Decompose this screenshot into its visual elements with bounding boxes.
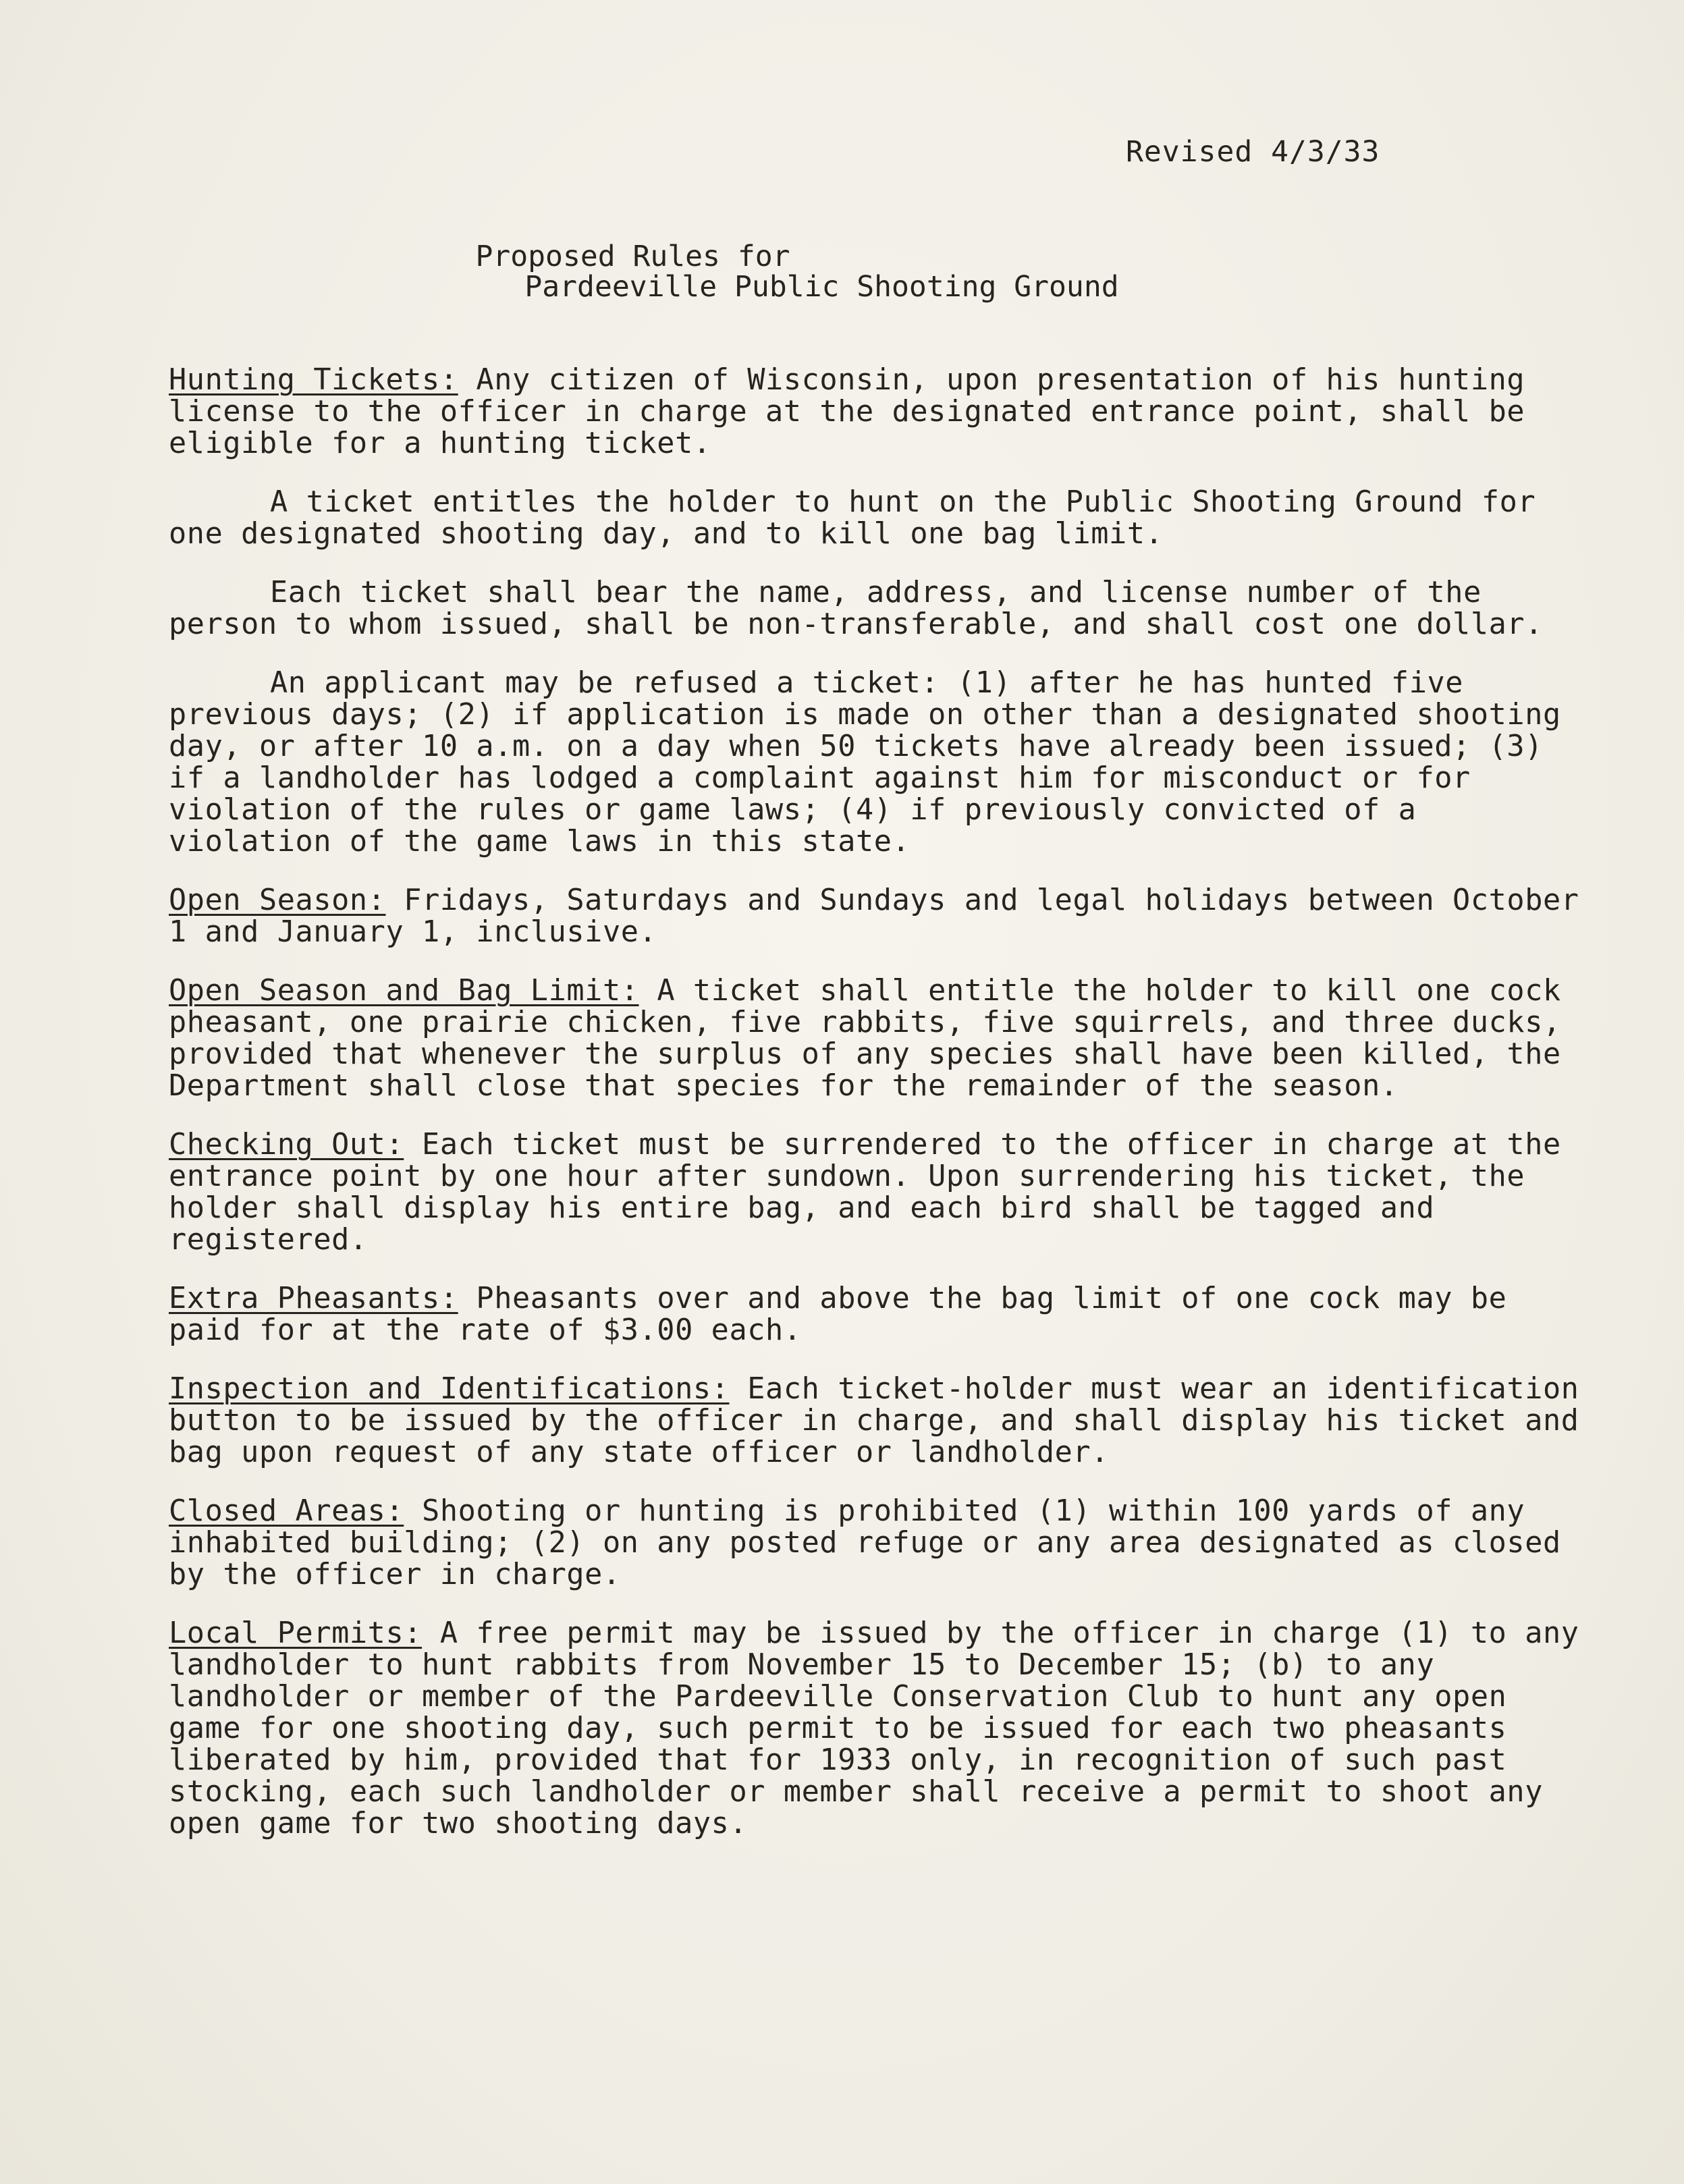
- section-hunting-tickets: [169, 364, 1586, 460]
- section-text: Each ticket-holder must wear an identification button to be issued by the officer in charge, and shall display his ticket and bag upon request of any state officer or landholder.: [169, 1372, 1579, 1469]
- section-heading: Open Season:: [169, 883, 386, 917]
- section-text: Any citizen of Wisconsin, upon presentation of his hunting license to the officer in charge at the designated entrance point, shall be eligible for a hunting ticket.: [169, 363, 1525, 460]
- section-heading: Local Permits:: [169, 1616, 423, 1650]
- document-title-line-2: Pardeeville Public Shooting Ground: [524, 270, 1119, 304]
- section-text: Each ticket must be surrendered to the officer in charge at the entrance point by one hour after sundown. Upon surrendering his ticket, the holder shall display his entire bag, and each bird shall be tagged and registered.: [169, 1128, 1561, 1257]
- section-text: Pheasants over and above the bag limit of one cock may be paid for at the rate of $3.00 each.: [169, 1282, 1507, 1347]
- section-heading: Open Season and Bag Limit:: [169, 974, 639, 1008]
- section-text: A ticket entitles the holder to hunt on the Public Shooting Ground for one designated shooting day, and to kill one bag limit.: [169, 485, 1536, 551]
- section-heading: Extra Pheasants:: [169, 1282, 458, 1315]
- section-heading: Inspection and Identifications:: [169, 1372, 730, 1406]
- section-heading: Checking Out:: [169, 1128, 404, 1162]
- section-extra-pheasants: [169, 1283, 1586, 1346]
- paragraph-ticket-details: [169, 577, 1586, 640]
- section-heading: Closed Areas:: [169, 1494, 404, 1528]
- section-text: A ticket shall entitle the holder to kill one cock pheasant, one prairie chicken, five rabbits, five squirrels, and three ducks, provided that whenever the surplus of any species shall have been killed, the Department shall close that species for the remainder of the season.: [169, 974, 1561, 1103]
- paragraph-ticket-refusal: [169, 667, 1586, 858]
- section-closed-areas: [169, 1496, 1586, 1591]
- section-text: Fridays, Saturdays and Sundays and legal holidays between October 1 and January 1, inclusive.: [169, 883, 1579, 949]
- section-text: A free permit may be issued by the officer in charge (1) to any landholder to hunt rabbits from November 15 to December 15; (b) to any landholder or member of the Pardeeville Conservation Club to hunt any open game for one shooting day, such permit to be issued for each two pheasants liberated by him, provided that for 1933 only, in recognition of such past stocking, each such landholder or member shall receive a permit to shoot any open game for two shooting days.: [169, 1616, 1579, 1840]
- section-text: An applicant may be refused a ticket: (1) after he has hunted five previous days; (2) if application is made on other than a designated shooting day, or after 10 a.m. on a day when 50 tickets have already been issued; (3) if a landholder has lodged a complaint against him for misconduct or for violation of the rules or game laws; (4) if previously convicted of a violation of the game laws in this state.: [169, 666, 1561, 858]
- rules-body: [169, 364, 1586, 1867]
- section-open-season: [169, 885, 1586, 948]
- section-inspection: [169, 1373, 1586, 1469]
- section-text: Each ticket shall bear the name, address, and license number of the person to whom issued, shall be non-transferable, and shall cost one dollar.: [169, 576, 1543, 641]
- section-local-permits: [169, 1618, 1586, 1840]
- section-text: Shooting or hunting is prohibited (1) within 100 yards of any inhabited building; (2) on any posted refuge or any area designated as closed by the officer in charge.: [169, 1494, 1561, 1591]
- document-title-line-1: Proposed Rules for: [475, 240, 790, 273]
- paragraph-ticket-entitlement: [169, 487, 1586, 550]
- section-bag-limit: [169, 975, 1586, 1102]
- section-checking-out: [169, 1129, 1586, 1256]
- section-heading: Hunting Tickets:: [169, 363, 458, 397]
- revised-date: Revised 4/3/33: [1126, 135, 1380, 169]
